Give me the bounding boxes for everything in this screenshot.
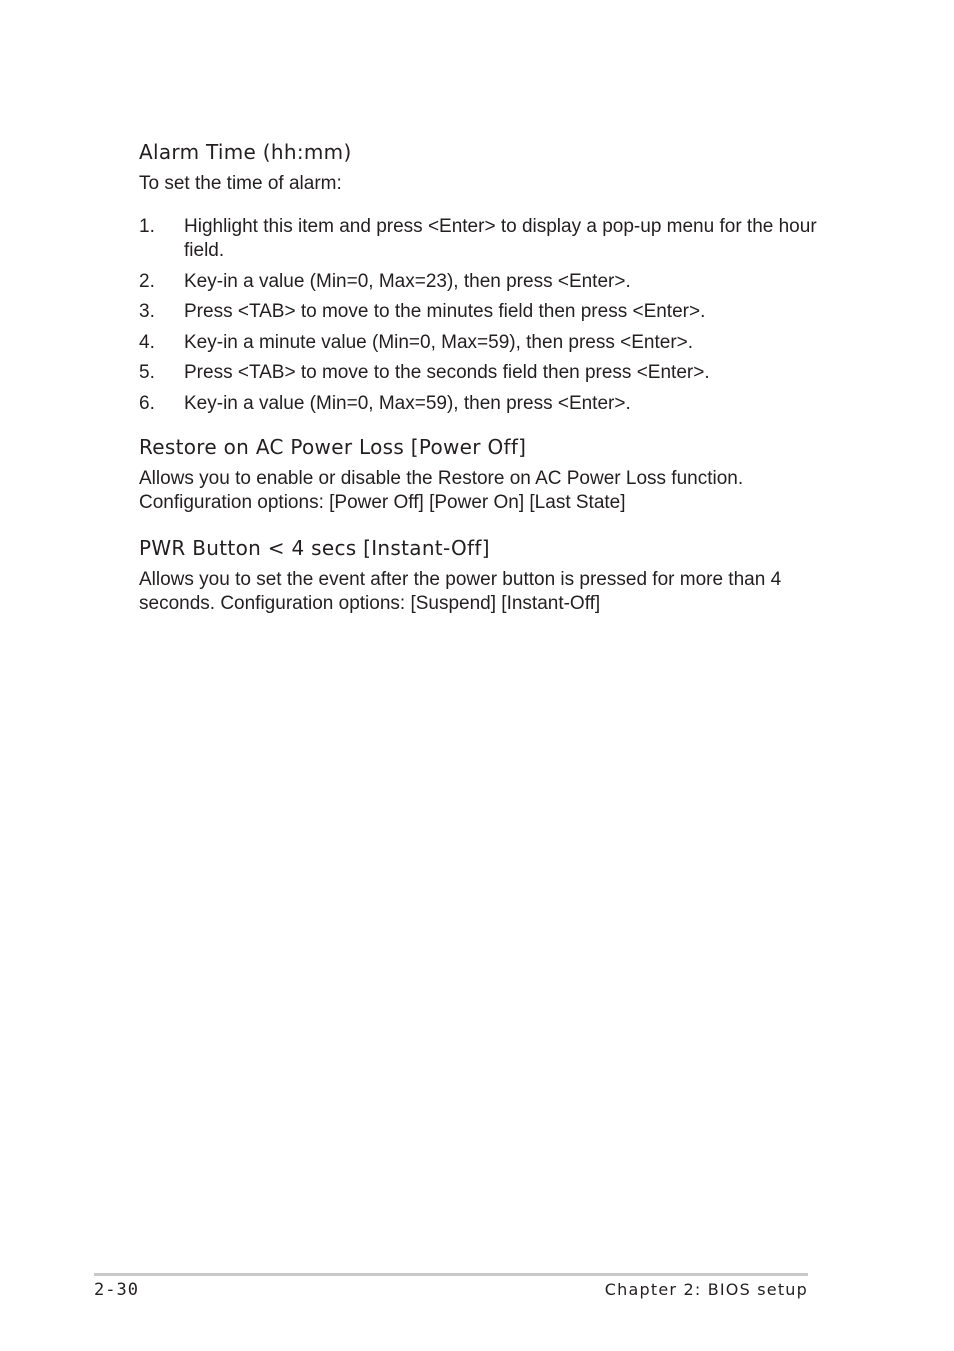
restore-ac-heading: Restore on AC Power Loss [Power Off] (139, 435, 527, 459)
step-text: Key-in a minute value (Min=0, Max=59), then press <Enter>. (184, 331, 694, 353)
step-text: Press <TAB> to move to the minutes field then press <Enter>. (184, 301, 706, 322)
alarm-time-steps (139, 215, 819, 422)
alarm-time-intro: To set the time of alarm: (139, 173, 342, 194)
step-number: 2. (139, 270, 155, 292)
step-number: 4. (139, 331, 155, 353)
list-item (139, 215, 819, 263)
step-number: 1. (139, 216, 155, 237)
restore-ac-description: Allows you to enable or disable the Restore on AC Power Loss function. Configuration options: [Power Off] [Power On] [Last State] (139, 468, 744, 513)
step-text: Highlight this item and press <Enter> to display a pop-up menu for the hour field. (184, 216, 817, 261)
alarm-time-heading: Alarm Time (hh:mm) (139, 140, 352, 164)
list-item (139, 331, 819, 355)
list-item (139, 300, 819, 324)
alarm-time-section (139, 140, 819, 196)
step-number: 3. (139, 301, 155, 322)
list-item (139, 270, 819, 294)
list-item (139, 392, 819, 416)
step-text: Press <TAB> to move to the seconds field then press <Enter>. (184, 362, 710, 383)
step-number: 5. (139, 362, 155, 383)
list-item (139, 361, 819, 385)
step-text: Key-in a value (Min=0, Max=59), then press <Enter>. (184, 392, 631, 414)
pwr-button-description: Allows you to set the event after the power button is pressed for more than 4 seconds. Configuration options: [Suspend] [Instant-Off] (139, 569, 782, 614)
step-number: 6. (139, 392, 155, 414)
page-number: 2-30 (94, 1280, 139, 1300)
pwr-button-section (139, 536, 819, 616)
pwr-button-heading: PWR Button < 4 secs [Instant-Off] (139, 536, 490, 560)
restore-ac-section (139, 435, 819, 515)
step-text: Key-in a value (Min=0, Max=23), then press <Enter>. (184, 270, 631, 292)
footer-divider (94, 1273, 808, 1276)
chapter-title: Chapter 2: BIOS setup (604, 1280, 808, 1299)
